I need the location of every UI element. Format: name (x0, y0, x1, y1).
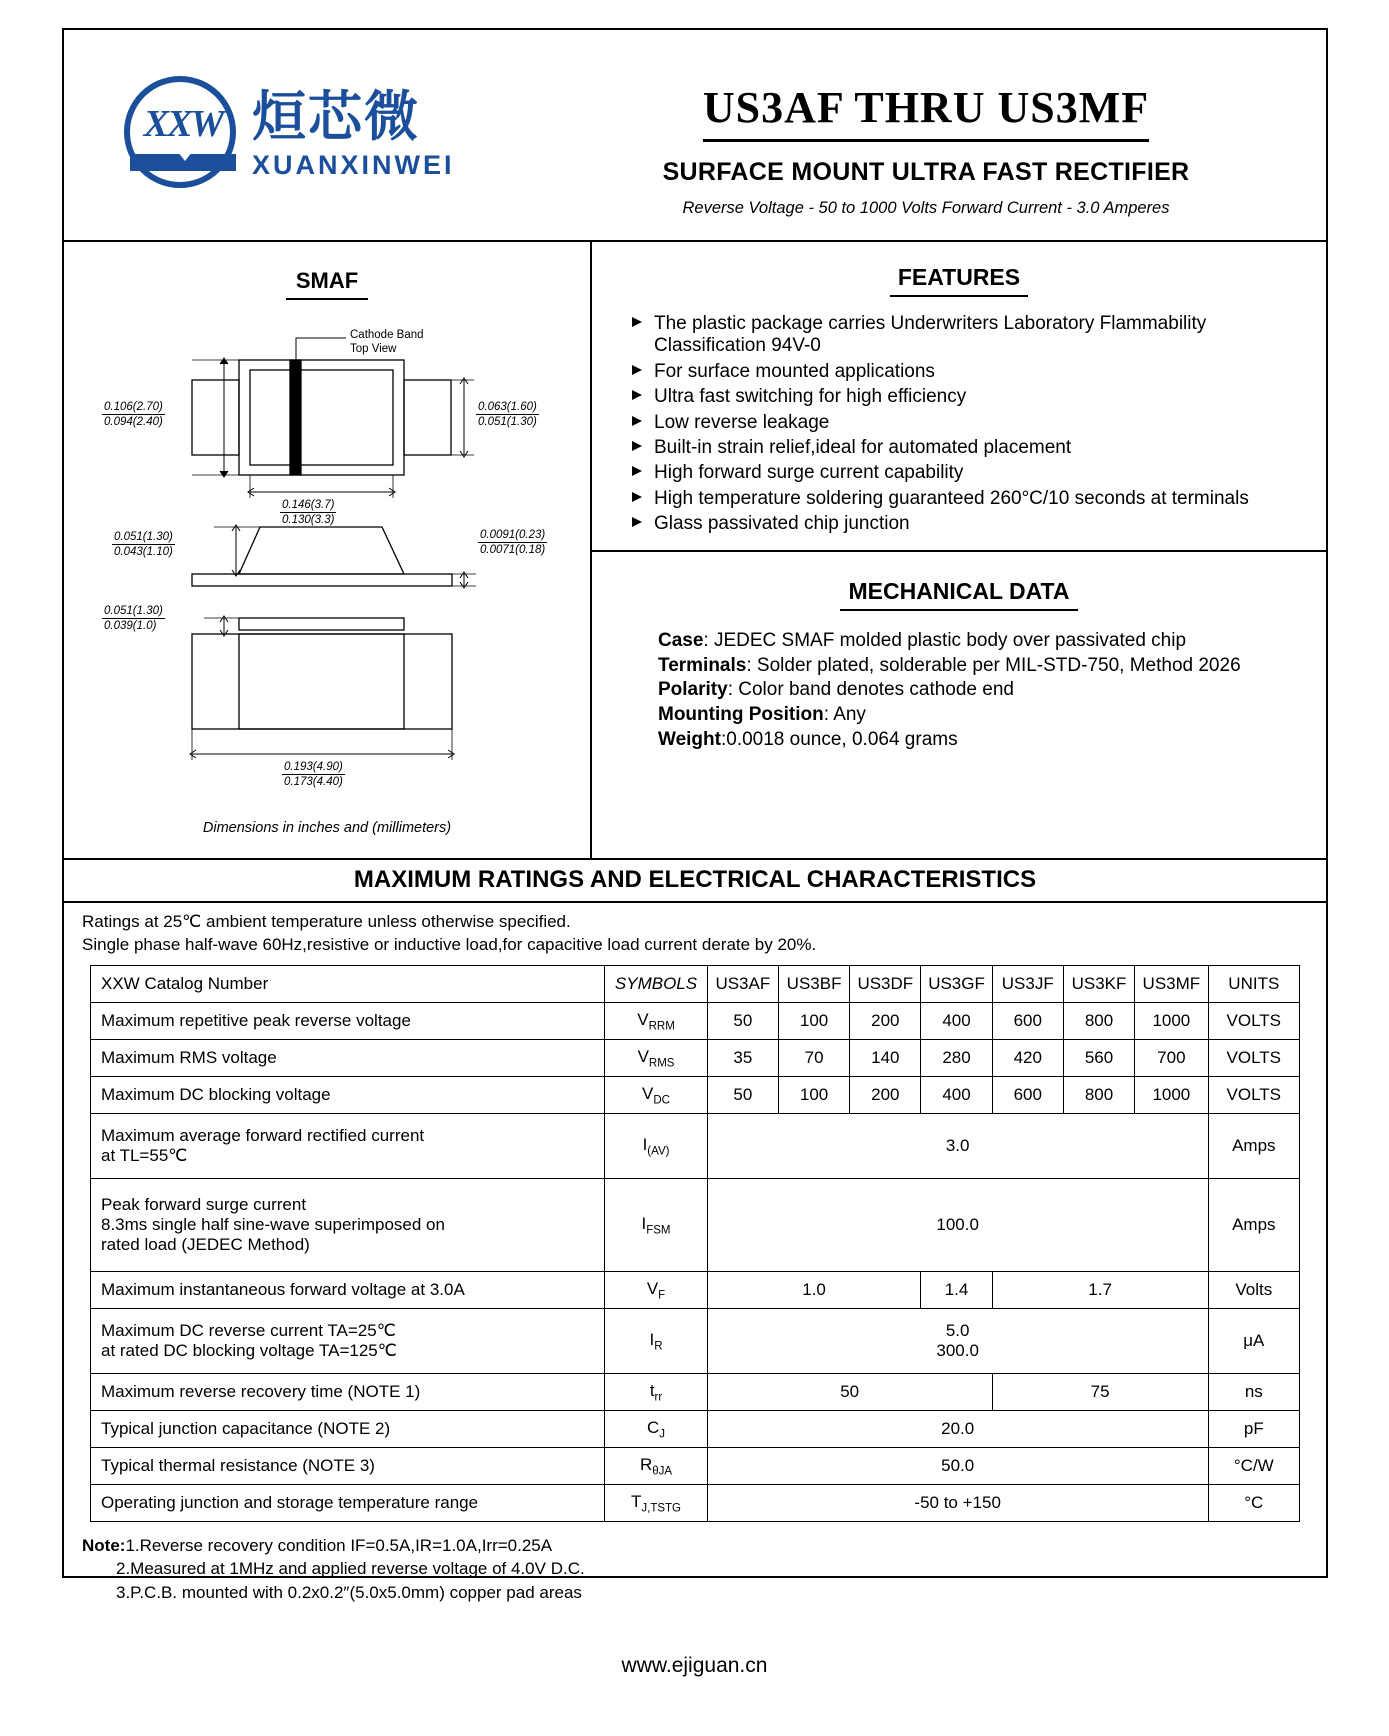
row-value: 70 (778, 1039, 849, 1076)
dim-right-mid (478, 528, 547, 558)
symbol-sub: rr (654, 1391, 663, 1404)
row-value: 400 (921, 1076, 992, 1113)
features-section (592, 242, 1326, 552)
bullet-arrow-icon (632, 466, 642, 476)
page-footer (0, 1654, 1389, 1678)
row-value: 200 (850, 1002, 921, 1039)
row-label-line1: Maximum average forward rectified current (101, 1125, 425, 1145)
row-label: Typical junction capacitance (NOTE 2) (91, 1410, 605, 1447)
logo-monogram: XXW (143, 103, 223, 145)
dim-left-low-lower: 0.039(1.0) (104, 620, 157, 633)
package-drawing-panel (64, 242, 592, 858)
mechanical-row (658, 629, 1310, 654)
mechanical-label: Weight (658, 728, 721, 750)
table-row (91, 1002, 1300, 1039)
header-catalog: XXW Catalog Number (91, 965, 605, 1002)
logo-bar-shape (130, 154, 236, 171)
row-symbol (605, 1076, 707, 1113)
row-value: 560 (1063, 1039, 1134, 1076)
list-item (654, 361, 1306, 383)
symbol-base: I (641, 1213, 647, 1233)
table-header-row (91, 965, 1300, 1002)
dim-center-top-upper: 0.146(3.7) (280, 498, 336, 513)
dim-right-mid-upper: 0.0091(0.23) (478, 528, 547, 543)
row-label: Maximum RMS voltage (91, 1039, 605, 1076)
feature-text: Built-in strain relief,ideal for automated placement (654, 437, 1072, 459)
symbol-base: V (637, 1046, 649, 1066)
row-label-line1: Maximum DC reverse current TA=25℃ (101, 1320, 396, 1340)
row-unit: VOLTS (1208, 1002, 1299, 1039)
footer-url: www.ejiguan.cn (621, 1654, 768, 1677)
row-label-line2: at rated DC blocking voltage TA=125℃ (101, 1340, 397, 1360)
row-value: -50 to +150 (707, 1484, 1208, 1521)
list-item (654, 462, 1306, 484)
mechanical-value: : Color band denotes cathode end (727, 679, 1014, 701)
row-symbol (605, 1113, 707, 1178)
logo-wordmark (252, 86, 455, 181)
row-symbol (605, 1271, 707, 1308)
row-unit: VOLTS (1208, 1076, 1299, 1113)
mechanical-row (658, 654, 1310, 679)
symbol-sub: RRM (648, 1020, 675, 1033)
bullet-arrow-icon (632, 517, 642, 527)
mechanical-value: : Solder plated, solderable per MIL-STD-750, Method 2026 (746, 654, 1241, 676)
feature-text: Glass passivated chip junction (654, 513, 910, 535)
footnotes (64, 1522, 1326, 1604)
row-unit: pF (1208, 1410, 1299, 1447)
row-symbol (605, 1447, 707, 1484)
package-drawing (64, 302, 592, 802)
row-value: 100.0 (707, 1178, 1208, 1271)
dim-left-low-upper: 0.051(1.30) (102, 604, 165, 619)
page-title: US3AF THRU US3MF (703, 82, 1149, 142)
symbol-sub: DC (653, 1094, 670, 1107)
mechanical-value: : Any (823, 704, 866, 726)
row-label: Maximum DC blocking voltage (91, 1076, 605, 1113)
right-column (592, 242, 1326, 858)
row-value: 200 (850, 1076, 921, 1113)
row-symbol (605, 1178, 707, 1271)
row-label: Maximum instantaneous forward voltage at 3.0A (91, 1271, 605, 1308)
row-value: 700 (1135, 1039, 1208, 1076)
features-list (612, 313, 1306, 536)
package-title-text: SMAF (286, 268, 368, 300)
dim-right-top-upper: 0.063(1.60) (476, 400, 539, 415)
header-part-4: US3JF (992, 965, 1063, 1002)
table-row (91, 1271, 1300, 1308)
header-part-3: US3GF (921, 965, 992, 1002)
ratings-section-title: MAXIMUM RATINGS AND ELECTRICAL CHARACTERISTICS (64, 860, 1326, 903)
row-unit: °C (1208, 1484, 1299, 1521)
table-row (91, 1410, 1300, 1447)
row-symbol (605, 1410, 707, 1447)
company-name-cn: 烜芯微 (252, 86, 420, 147)
feature-text: The plastic package carries Underwriters Laboratory Flammability Classification 94V-0 (654, 313, 1207, 357)
dim-center-top (280, 498, 336, 528)
row-value: 1.0 (707, 1271, 921, 1308)
header-part-1: US3BF (778, 965, 849, 1002)
ratings-conditions-line2: Single phase half-wave 60Hz,resistive or inductive load,for capacitive load current derate by 20%. (82, 934, 817, 954)
table-row (91, 1039, 1300, 1076)
list-item (654, 488, 1306, 510)
list-item (654, 313, 1306, 358)
cathode-band-label-line1: Cathode Band (350, 329, 424, 341)
features-title-text: FEATURES (890, 264, 1028, 297)
row-value: 3.0 (707, 1113, 1208, 1178)
symbol-base: T (631, 1491, 642, 1511)
row-label-line1: Peak forward surge current (101, 1194, 307, 1214)
symbol-sub: FSM (646, 1224, 671, 1237)
page-subtitle-ratings: Reverse Voltage - 50 to 1000 Volts Forward Current - 3.0 Amperes (682, 199, 1170, 217)
row-value: 50 (707, 1002, 778, 1039)
symbol-sub: (AV) (647, 1145, 670, 1158)
row-unit: °C/W (1208, 1447, 1299, 1484)
specifications-table (90, 965, 1300, 1522)
mechanical-label: Mounting Position (658, 704, 824, 726)
cathode-band-label-line2: Top View (350, 343, 397, 356)
symbol-base: R (639, 1454, 653, 1474)
row-unit: Amps (1208, 1178, 1299, 1271)
header-part-6: US3MF (1135, 965, 1208, 1002)
header-part-5: US3KF (1063, 965, 1134, 1002)
ratings-conditions-line1: Ratings at 25℃ ambient temperature unless otherwise specified. (82, 912, 571, 931)
bullet-arrow-icon (632, 416, 642, 426)
table-row (91, 1308, 1300, 1373)
row-symbol (605, 1002, 707, 1039)
dim-left-mid-upper: 0.051(1.30) (112, 530, 175, 545)
row-value: 100 (778, 1002, 849, 1039)
mechanical-row (658, 703, 1310, 728)
row-symbol (605, 1039, 707, 1076)
mechanical-title-text: MECHANICAL DATA (840, 578, 1077, 611)
row-value: 600 (992, 1076, 1063, 1113)
symbol-sub: θJA (652, 1465, 673, 1478)
table-row (91, 1373, 1300, 1410)
datasheet-page (62, 28, 1328, 1602)
row-symbol (605, 1308, 707, 1373)
dim-right-mid-lower: 0.0071(0.18) (480, 544, 546, 557)
feature-text: High temperature soldering guaranteed 260°C/10 seconds at terminals (654, 487, 1249, 509)
dim-left-low (102, 604, 165, 634)
row-value: 400 (921, 1002, 992, 1039)
row-unit: μA (1208, 1308, 1299, 1373)
symbol-base: C (647, 1417, 660, 1437)
row-symbol (605, 1484, 707, 1521)
dim-left-top-upper: 0.106(2.70) (102, 400, 165, 415)
row-value-line1: 5.0 (945, 1320, 970, 1340)
company-logo (64, 30, 544, 240)
row-symbol (605, 1373, 707, 1410)
ratings-conditions (64, 903, 1326, 965)
row-label-line2: at TL=55℃ (101, 1145, 188, 1165)
header-part-0: US3AF (707, 965, 778, 1002)
mechanical-data-section (592, 552, 1326, 858)
row-label (91, 1308, 605, 1373)
bullet-arrow-icon (632, 441, 642, 451)
feature-text: Low reverse leakage (654, 411, 830, 433)
row-unit: VOLTS (1208, 1039, 1299, 1076)
mechanical-row (658, 728, 1310, 753)
row-value: 20.0 (707, 1410, 1208, 1447)
mechanical-label: Polarity (658, 679, 728, 701)
row-label (91, 1178, 605, 1271)
row-value: 1000 (1135, 1076, 1208, 1113)
package-title (64, 268, 590, 300)
feature-text: For surface mounted applications (654, 360, 935, 382)
mid-section (64, 242, 1326, 860)
cathode-band-label (350, 328, 424, 357)
bullet-arrow-icon (632, 317, 642, 327)
list-item (654, 386, 1306, 408)
symbol-base: V (646, 1278, 659, 1298)
mechanical-value: :0.0018 ounce, 0.064 grams (720, 728, 958, 750)
dim-bottom (282, 760, 345, 790)
row-value: 800 (1063, 1002, 1134, 1039)
symbol-base: I (642, 1134, 648, 1154)
mechanical-value: : JEDEC SMAF molded plastic body over passivated chip (703, 630, 1187, 651)
row-value: 600 (992, 1002, 1063, 1039)
page-header (64, 30, 1326, 242)
row-value-line2: 300.0 (936, 1340, 979, 1360)
row-label: Operating junction and storage temperature range (91, 1484, 605, 1521)
row-value: 1.4 (921, 1271, 992, 1308)
dimensions-note: Dimensions in inches and (millimeters) (202, 820, 452, 836)
row-value: 50 (707, 1373, 992, 1410)
header-units: UNITS (1208, 965, 1299, 1002)
footnote-line1 (82, 1534, 1326, 1557)
row-label: Typical thermal resistance (NOTE 3) (91, 1447, 605, 1484)
row-value: 420 (992, 1039, 1063, 1076)
dim-bottom-upper: 0.193(4.90) (282, 760, 345, 775)
row-value: 280 (921, 1039, 992, 1076)
dim-left-top-lower: 0.094(2.40) (104, 416, 163, 429)
table-row (91, 1484, 1300, 1521)
header-symbols: SYMBOLS (605, 965, 707, 1002)
feature-text: Ultra fast switching for high efficiency (654, 386, 967, 408)
symbol-sub: RMS (648, 1057, 675, 1070)
symbol-sub: J (659, 1428, 666, 1441)
symbol-sub: F (658, 1289, 666, 1302)
bullet-arrow-icon (632, 492, 642, 502)
footnote-3: 3.P.C.B. mounted with 0.2x0.2″(5.0x5.0mm) copper pad areas (116, 1582, 582, 1602)
feature-text: High forward surge current capability (654, 462, 964, 484)
symbol-sub: J,TSTG (641, 1502, 682, 1515)
mechanical-label: Case (658, 630, 704, 651)
row-label: Maximum reverse recovery time (NOTE 1) (91, 1373, 605, 1410)
row-unit: Amps (1208, 1113, 1299, 1178)
row-value: 1.7 (992, 1271, 1208, 1308)
bullet-arrow-icon (632, 365, 642, 375)
dim-left-top (102, 400, 165, 430)
list-item (654, 412, 1306, 434)
mechanical-label: Terminals (658, 654, 747, 676)
table-row (91, 1076, 1300, 1113)
table-row (91, 1447, 1300, 1484)
features-title (612, 264, 1306, 297)
dim-bottom-lower: 0.173(4.40) (284, 776, 343, 789)
symbol-base: t (649, 1380, 655, 1400)
footnote-1: 1.Reverse recovery condition IF=0.5A,IR=1.0A,Irr=0.25A (125, 1535, 553, 1555)
table-row (91, 1113, 1300, 1178)
row-label: Maximum repetitive peak reverse voltage (91, 1002, 605, 1039)
row-value: 75 (992, 1373, 1208, 1410)
footnote-2: 2.Measured at 1MHz and applied reverse voltage of 4.0V D.C. (116, 1559, 585, 1579)
dim-right-top (476, 400, 539, 430)
row-value: 50.0 (707, 1447, 1208, 1484)
xxw-logo-icon (124, 76, 242, 194)
row-value: 1000 (1135, 1002, 1208, 1039)
symbol-base: V (642, 1083, 654, 1103)
row-value: 50 (707, 1076, 778, 1113)
row-value: 100 (778, 1076, 849, 1113)
symbol-base: V (637, 1009, 649, 1029)
dim-center-top-lower: 0.130(3.3) (282, 514, 335, 527)
bullet-arrow-icon (632, 390, 642, 400)
row-label-line3: rated load (JEDEC Method) (101, 1234, 310, 1254)
row-label (91, 1113, 605, 1178)
dim-left-mid-lower: 0.043(1.10) (114, 546, 173, 559)
row-unit: ns (1208, 1373, 1299, 1410)
symbol-sub: R (654, 1340, 663, 1353)
dim-right-top-lower: 0.051(1.30) (478, 416, 537, 429)
company-name-en: XUANXINWEI (252, 149, 455, 180)
symbol-base: I (649, 1329, 655, 1349)
list-item (654, 513, 1306, 535)
page-subtitle: SURFACE MOUNT ULTRA FAST RECTIFIER (662, 158, 1190, 186)
mechanical-row (658, 678, 1310, 703)
row-label-line2: 8.3ms single half sine-wave superimposed on (101, 1214, 445, 1234)
dim-left-mid (112, 530, 175, 560)
footnotes-title: Note: (82, 1535, 126, 1555)
title-block (544, 30, 1326, 240)
header-part-2: US3DF (850, 965, 921, 1002)
row-unit: Volts (1208, 1271, 1299, 1308)
mechanical-title (608, 578, 1310, 611)
list-item (654, 437, 1306, 459)
row-value: 35 (707, 1039, 778, 1076)
row-value (707, 1308, 1208, 1373)
table-row (91, 1178, 1300, 1271)
row-value: 800 (1063, 1076, 1134, 1113)
mechanical-body (608, 629, 1310, 752)
row-value: 140 (850, 1039, 921, 1076)
